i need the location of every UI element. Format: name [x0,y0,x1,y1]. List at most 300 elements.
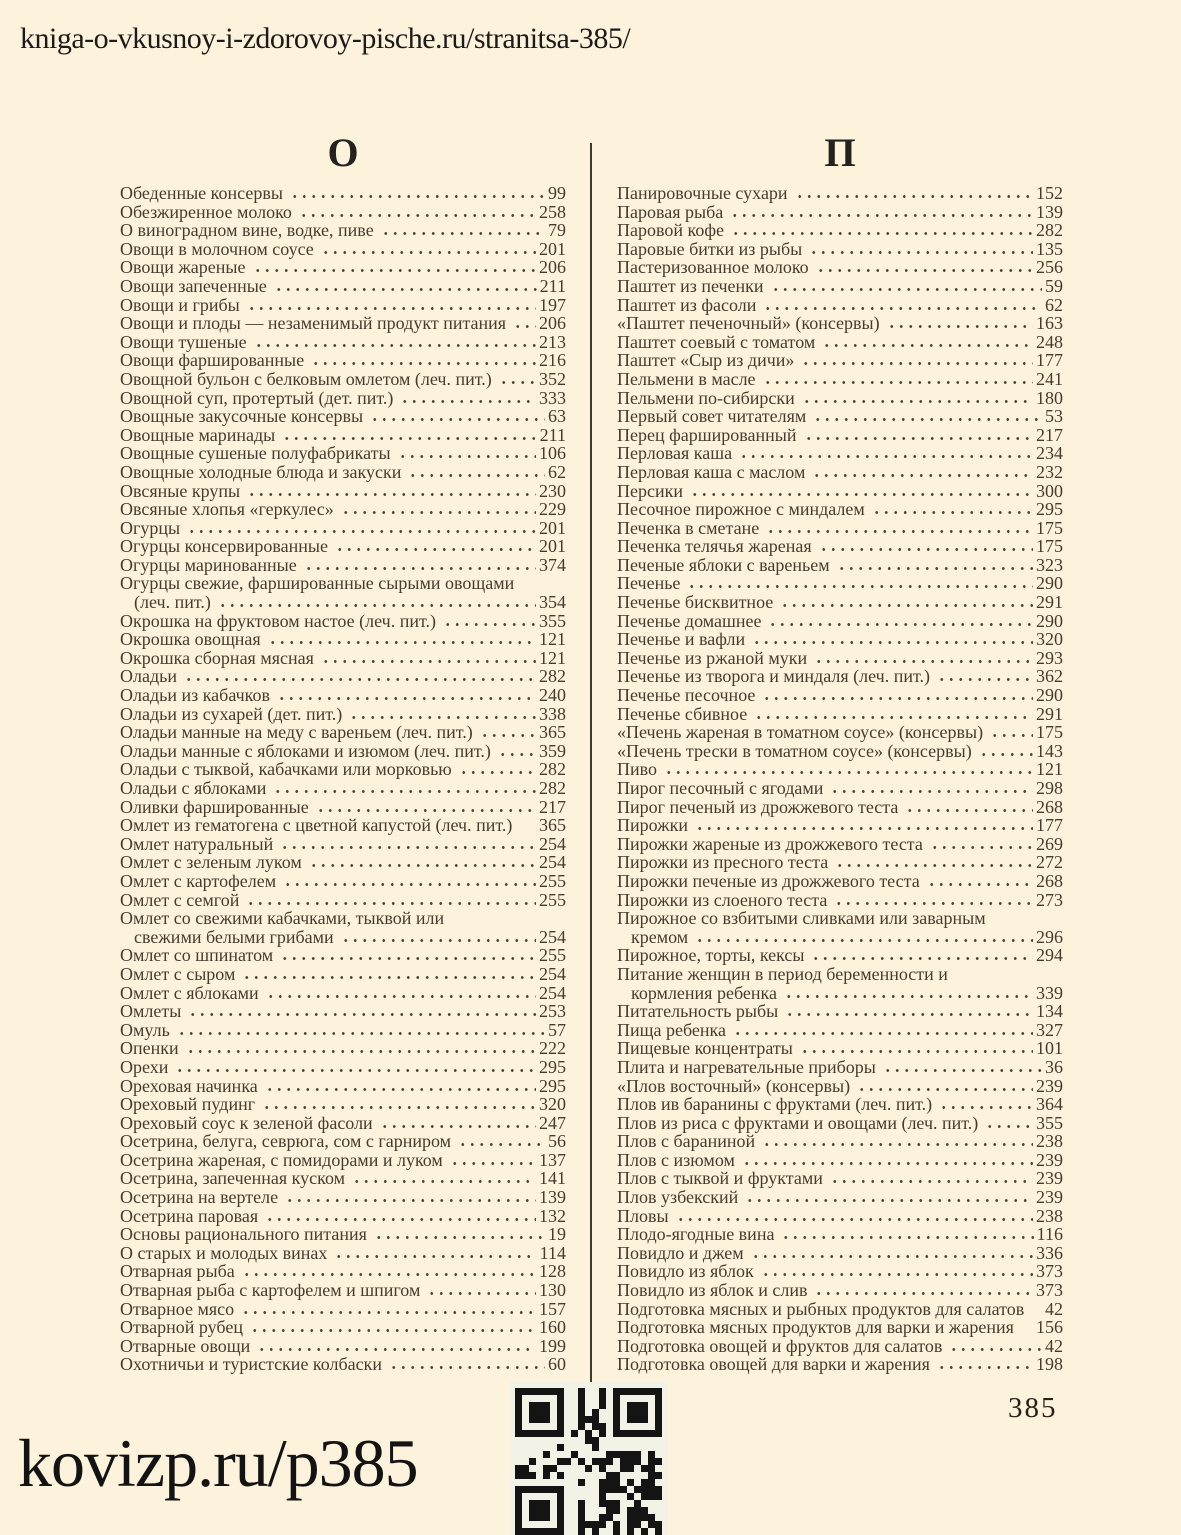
index-entry [120,519,566,538]
dot-leader [762,696,1033,701]
dot-leader [266,994,536,999]
index-entry [617,1207,1063,1226]
entry-page-number: 60 [548,1354,566,1375]
index-entry [120,779,566,798]
index-entry [617,351,1063,370]
entry-title: Плодо-ягодные вина [617,1224,775,1245]
index-entry [120,333,566,352]
index-entry [120,258,566,277]
entry-page-number: 160 [539,1317,566,1338]
dot-leader [316,808,536,813]
entry-title: Повидло из яблок [617,1261,754,1282]
dot-leader [834,901,1033,906]
entry-title: Питательность рыбы [617,1001,779,1022]
entry-title: Печенка телячья жареная [617,536,812,557]
index-entry [617,203,1063,222]
dot-leader [450,1161,536,1166]
index-entry [617,296,1063,315]
entry-page-number: 355 [539,610,566,631]
entry-page-number: 201 [539,517,566,538]
entry-title: «Печень жареная в томатном соусе» (консервы) [617,722,984,743]
index-column-o [120,130,566,1374]
entry-list-o [120,184,566,1374]
entry-page-number: 177 [1036,815,1063,836]
index-entry [120,1021,566,1040]
entry-page-number: 320 [539,1094,566,1115]
entry-title: Подготовка овощей для варки и жарения [617,1354,930,1375]
entry-page-number: 143 [1036,740,1063,761]
index-entry [617,1169,1063,1188]
entry-title: Перловая каша с маслом [617,461,806,482]
dot-leader [872,510,1033,515]
entry-page-number: 254 [539,852,566,873]
dot-leader [389,1365,545,1370]
index-entry [120,351,566,370]
entry-page-number: 255 [539,945,566,966]
entry-page-number: 222 [539,1038,566,1059]
entry-title: Омлет с яблоками [120,982,259,1003]
dot-leader [262,1105,536,1110]
index-entry [120,909,566,928]
entry-title: Овощи тушеные [120,331,247,352]
entry-title: Пища ребенка [617,1019,726,1040]
index-entry [120,965,566,984]
dot-leader [398,454,536,459]
dot-leader [335,547,536,552]
entry-title: «Печень трески в томатном соусе» (консервы) [617,740,972,761]
dot-leader [754,715,1033,720]
entry-page-number: 338 [539,703,566,724]
entry-page-number: 121 [539,647,566,668]
entry-title: Окрошка на фруктовом настое (леч. пит.) [120,610,436,631]
entry-page-number: 175 [1036,517,1063,538]
dot-leader [265,1217,536,1222]
index-entry [120,1337,566,1356]
entry-title: Оладьи манные на меду с вареньем (леч. пит.) [120,722,473,743]
entry-title: Омуль [120,1019,170,1040]
dot-leader [253,268,537,273]
entry-title: Овощи и плоды — незаменимый продукт питания [120,313,507,334]
page-url: kniga-o-vkusnoy-i-zdorovoy-pische.ru/stranitsa-385/ [20,22,631,55]
dot-leader [458,1142,545,1147]
index-entry [120,1058,566,1077]
entry-page-number: 217 [1036,424,1063,445]
entry-page-number: 42 [1045,1335,1063,1356]
entry-page-number: 238 [1036,1205,1063,1226]
dot-leader [242,1272,536,1277]
entry-page-number: 269 [1036,833,1063,854]
entry-title: Овощные холодные блюда и закуски [120,461,402,482]
entry-page-number: 254 [539,833,566,854]
entry-page-number: 291 [1036,592,1063,613]
entry-page-number: 295 [539,1075,566,1096]
entry-title: Плов ив баранины с фруктами (леч. пит.) [617,1094,933,1115]
entry-page-number: 42 [1045,1298,1063,1319]
index-entry [120,667,566,686]
index-entry [617,965,1063,984]
index-entry [617,798,1063,817]
entry-page-number: 239 [1036,1075,1063,1096]
entry-page-number: 294 [1036,945,1063,966]
entry-title: Отварной рубец [120,1317,243,1338]
entry-title: Осетрина, запеченная куском [120,1168,346,1189]
dot-leader [857,1087,1033,1092]
index-entry [120,463,566,482]
index-entry [617,1318,1063,1337]
entry-page-number: 135 [1036,238,1063,259]
index-entry [617,612,1063,631]
entry-page-number: 354 [539,592,566,613]
index-entry [617,407,1063,426]
entry-title: Овсяные крупы [120,480,241,501]
entry-title: Отварное мясо [120,1298,235,1319]
dot-leader [930,845,1033,850]
entry-title: Плов с изюмом [617,1149,735,1170]
index-entry [120,816,566,835]
index-entry [120,389,566,408]
entry-title: Повидло из яблок и слив [617,1280,808,1301]
index-entry [617,593,1063,612]
index-entry [120,1281,566,1300]
dot-leader [519,826,536,831]
entry-page-number: 273 [1036,889,1063,910]
dot-leader [816,268,1033,273]
entry-page-number: 177 [1036,350,1063,371]
entry-title: Ореховый соус к зеленой фасоли [120,1112,373,1133]
entry-title: кормления ребенка [631,982,777,1003]
entry-page-number: 282 [539,666,566,687]
index-entry [617,1002,1063,1021]
entry-title: Паштет из печенки [617,275,764,296]
dot-leader [762,1142,1033,1147]
entry-page-number: 141 [539,1168,566,1189]
entry-page-number: 268 [1036,870,1063,891]
index-entry [617,816,1063,835]
entry-title: Оладьи из сухарей (дет. пит.) [120,703,343,724]
entry-title: Пирожное со взбитыми сливками или заварным [617,908,986,929]
dot-leader [800,1049,1033,1054]
dot-leader [283,882,536,887]
index-entry [120,1039,566,1058]
index-entry [120,221,566,240]
entry-page-number: 57 [548,1019,566,1040]
entry-page-number: 290 [1036,610,1063,631]
entry-title: Огурцы маринованные [120,554,297,575]
index-entry [617,537,1063,556]
index-entry [120,407,566,426]
dot-leader [175,1068,536,1073]
entry-title: Осетрина жареная, с помидорами и луком [120,1149,443,1170]
index-entry [120,612,566,631]
index-entry [120,1244,566,1263]
entry-title: Паровые битки из рыбы [617,238,803,259]
entry-title: Оладьи из кабачков [120,685,270,706]
dot-leader [822,343,1033,348]
dot-leader [830,1179,1033,1184]
entry-title: Подготовка овощей и фруктов для салатов [617,1335,943,1356]
index-entry [120,537,566,556]
dot-leader [285,1198,536,1203]
entry-page-number: 258 [539,201,566,222]
entry-title: Овощной суп, протертый (дет. пит.) [120,387,394,408]
index-entry [120,1151,566,1170]
entry-title: Омлет с зеленым луком [120,852,302,873]
index-entry [120,853,566,872]
entry-page-number: 139 [1036,201,1063,222]
index-entry [617,984,1063,1003]
index-entry [617,574,1063,593]
entry-title: Печенье из творога и миндаля (леч. пит.) [617,666,930,687]
index-entry [617,1058,1063,1077]
entry-title: Омлет с семгой [120,889,240,910]
dot-leader [937,1365,1033,1370]
dot-leader [408,473,545,478]
dot-leader [766,529,1033,534]
entry-title: Пельмени по-сибирски [617,387,795,408]
dot-leader [771,287,1042,292]
dot-leader [781,1235,1033,1240]
entry-title: Омлет со шпинатом [120,945,274,966]
dot-leader [242,975,536,980]
entry-page-number: 374 [539,554,566,575]
dot-leader [273,789,536,794]
index-entry [120,1318,566,1337]
dot-leader [761,1272,1033,1277]
dot-leader [752,640,1033,645]
dot-leader [664,770,1033,775]
index-entry [617,314,1063,333]
index-entry [617,835,1063,854]
index-entry [120,184,566,203]
dot-leader [819,547,1033,552]
dot-leader [733,1031,1033,1036]
dot-leader [321,659,536,664]
index-entry [120,1262,566,1281]
dot-leader [695,938,1033,943]
entry-title: Оладьи [120,666,177,687]
entry-title: Пирожки из пресного теста [617,852,829,873]
entry-title: Омлет с картофелем [120,870,277,891]
entry-page-number: 323 [1036,554,1063,575]
dot-leader [1021,1328,1033,1333]
entry-title: Печенье песочное [617,685,756,706]
entry-page-number: 56 [548,1131,566,1152]
index-entry [120,1207,566,1226]
entry-title: Оладьи с яблоками [120,778,267,798]
entry-page-number: 282 [1036,220,1063,241]
dot-leader [349,715,536,720]
index-entry [120,686,566,705]
index-entry [120,1114,566,1133]
entry-page-number: 198 [1036,1354,1063,1375]
entry-page-number: 206 [539,257,566,278]
entry-title: Паровой кофе [617,220,724,241]
dot-leader [247,492,536,497]
entry-page-number: 339 [1036,982,1063,1003]
dot-leader [250,1328,536,1333]
column-letter-o: О [327,130,359,175]
entry-title: Пирожки из слоеного теста [617,889,828,910]
index-entry [617,946,1063,965]
dot-leader [277,696,536,701]
entry-title: Овощи фаршированные [120,350,305,371]
dot-leader [763,380,1033,385]
entry-page-number: 19 [548,1224,566,1245]
index-entry [120,314,566,333]
index-entry [617,500,1063,519]
entry-title: Питание женщин в период беременности и [617,963,948,984]
entry-title: Плов с бараниной [617,1131,756,1152]
dot-leader [812,473,1033,478]
index-entry [617,463,1063,482]
index-entry [120,1355,566,1374]
dot-leader [739,454,1033,459]
entry-title: Оливки фаршированные [120,796,309,817]
index-entry [617,389,1063,408]
index-entry [120,984,566,1003]
entry-title: Огурцы свежие, фаршированные сырыми овощами [120,573,515,594]
index-entry [617,556,1063,575]
index-entry [120,426,566,445]
index-entry [617,444,1063,463]
index-entry [617,1132,1063,1151]
entry-page-number: 247 [539,1112,566,1133]
dot-leader [730,213,1033,218]
entry-title: Пищевые концентраты [617,1038,793,1059]
index-entry [120,296,566,315]
entry-page-number: 175 [1036,536,1063,557]
index-entry [617,1095,1063,1114]
index-entry [617,853,1063,872]
index-entry [617,760,1063,779]
entry-title: Пастеризованное молоко [617,257,809,278]
entry-title: Перловая каша [617,443,733,464]
index-entry [120,872,566,891]
entry-title: Печенка в сметане [617,517,760,538]
entry-title: «Плов восточный» (консервы) [617,1075,851,1096]
dot-leader [309,863,536,868]
entry-page-number: 175 [1036,722,1063,743]
dot-leader [299,213,536,218]
entry-page-number: 255 [539,870,566,891]
entry-page-number: 36 [1045,1056,1063,1077]
entry-page-number: 134 [1036,1001,1063,1022]
entry-list-p [617,184,1063,1374]
index-entry [617,426,1063,445]
entry-page-number: 327 [1036,1019,1063,1040]
index-entry [617,1077,1063,1096]
index-entry [120,1095,566,1114]
entry-title: Огурцы консервированные [120,536,329,557]
dot-leader [814,659,1033,664]
index-entry [617,630,1063,649]
entry-title: Печенье бисквитное [617,592,774,613]
index-entry [617,1039,1063,1058]
entry-page-number: 373 [1036,1280,1063,1301]
dot-leader [763,306,1042,311]
index-column-p [617,130,1063,1374]
index-entry [120,798,566,817]
entry-title: Охотничьи и туристские колбаски [120,1354,383,1375]
index-entry [120,835,566,854]
entry-title: Орехи [120,1056,169,1077]
dot-leader [751,1254,1033,1259]
entry-title: Паштет из фасоли [617,294,757,315]
entry-page-number: 255 [539,889,566,910]
entry-title: Окрошка сборная мясная [120,647,314,668]
column-divider [590,143,592,1388]
entry-page-number: 234 [1036,443,1063,464]
entry-page-number: 256 [1036,257,1063,278]
entry-page-number: 295 [539,1056,566,1077]
entry-page-number: 116 [1036,1224,1063,1245]
index-entry [617,370,1063,389]
dot-leader [274,287,537,292]
index-entry [617,258,1063,277]
entry-page-number: 211 [539,424,566,445]
entry-title: Основы рационального питания [120,1224,367,1245]
dot-leader [186,1049,536,1054]
entry-page-number: 201 [539,238,566,259]
entry-page-number: 53 [1045,406,1063,427]
entry-page-number: 114 [539,1242,566,1263]
entry-title: Подготовка мясных продуктов для варки и жарения [617,1317,1014,1338]
index-entry [120,556,566,575]
dot-leader [676,1217,1033,1222]
entry-page-number: 156 [1036,1317,1063,1338]
entry-title: Плов с тыквой и фруктами [617,1168,823,1189]
entry-page-number: 99 [548,183,566,203]
dot-leader [459,770,536,775]
dot-leader [334,1254,536,1259]
entry-title: Пирожки жареные из дрожжевого теста [617,833,923,854]
entry-page-number: 239 [1036,1149,1063,1170]
dot-leader [177,1031,545,1036]
entry-page-number: 101 [1036,1038,1063,1059]
entry-page-number: 295 [1036,499,1063,520]
index-entry [617,686,1063,705]
index-entry [120,203,566,222]
entry-title: Обезжиренное молоко [120,201,292,222]
entry-page-number: 152 [1036,183,1063,203]
entry-page-number: 298 [1036,778,1063,798]
entry-title: Печенье [617,573,681,594]
index-entry [617,928,1063,947]
entry-page-number: 333 [539,387,566,408]
entry-title: Ореховый пудинг [120,1094,256,1115]
entry-page-number: 180 [1036,387,1063,408]
dot-leader [731,231,1033,236]
index-entry [120,891,566,910]
entry-page-number: 197 [539,294,566,315]
entry-page-number: 365 [539,722,566,743]
dot-leader [814,1291,1033,1296]
dot-leader [427,1291,536,1296]
entry-page-number: 106 [539,443,566,464]
entry-title: Паштет «Сыр из дичи» [617,350,795,371]
entry-title: Плита и нагревательные приборы [617,1056,876,1077]
entry-page-number: 139 [539,1187,566,1208]
dot-leader [341,510,536,515]
dot-leader [809,250,1033,255]
index-entry [617,240,1063,259]
index-entry [120,500,566,519]
entry-page-number: 268 [1036,796,1063,817]
entry-page-number: 282 [539,778,566,798]
index-entry [617,1114,1063,1133]
entry-page-number: 137 [539,1149,566,1170]
dot-leader [184,677,536,682]
